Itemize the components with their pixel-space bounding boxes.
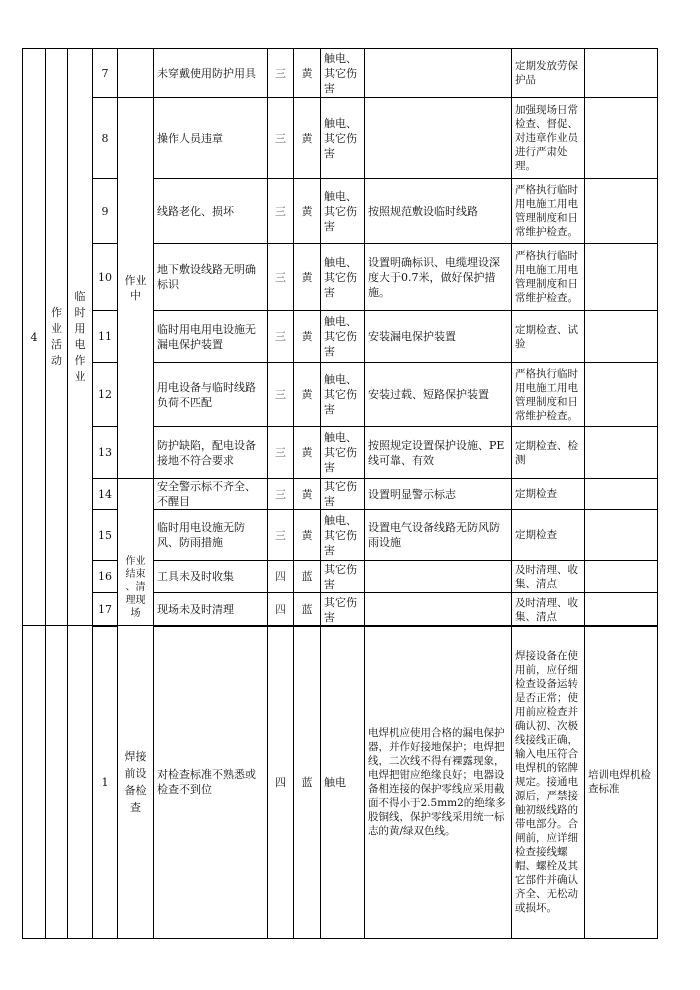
row-7-color: 黄 — [293, 48, 321, 98]
row-17-level: 四 — [267, 592, 294, 627]
row-14-hazard: 安全警示标不齐全、不醒目 — [153, 478, 268, 510]
row-13-hazard: 防护缺陷，配电设备接地不符合要求 — [153, 426, 268, 479]
row-17-measure — [364, 592, 512, 627]
row-10-color: 黄 — [293, 243, 321, 311]
row-15-accident: 触电、其它伤害 — [320, 509, 365, 561]
row-11-measure: 安装漏电保护装置 — [364, 310, 512, 363]
row-14-measure: 设置明显警示标志 — [364, 478, 512, 510]
row-12-accident: 触电、其它伤害 — [320, 362, 365, 427]
row-14-color: 黄 — [293, 478, 321, 510]
row-8-accident: 触电、其它伤害 — [320, 97, 365, 179]
row-12-no: 12 — [92, 362, 118, 427]
bottom-work-type — [67, 625, 93, 939]
row-9-management: 严格执行临时用电施工用电管理制度和日常维护检查。 — [511, 178, 585, 244]
row-7-level: 三 — [267, 48, 294, 98]
row-15-measure: 设置电气设备线路无防风防雨设施 — [364, 509, 512, 561]
row-7-accident: 触电、其它伤害 — [320, 48, 365, 98]
row-15-training — [584, 509, 658, 561]
row-13-level: 三 — [267, 426, 294, 479]
row-7-no: 7 — [92, 48, 118, 98]
row-11-training — [584, 310, 658, 363]
row-11-management: 定期检查、试验 — [511, 310, 585, 363]
row-8-level: 三 — [267, 97, 294, 179]
bottom-hazard: 对检查标准不熟悉或检查不到位 — [153, 625, 268, 939]
row-7-hazard: 未穿戴使用防护用具 — [153, 48, 268, 98]
row-9-measure: 按照规范敷设临时线路 — [364, 178, 512, 244]
row-16-accident: 其它伤害 — [320, 560, 365, 593]
row-13-measure: 按照规定设置保护设施、PE线可靠、有效 — [364, 426, 512, 479]
bottom-level: 四 — [267, 625, 294, 939]
row-17-accident: 其它伤害 — [320, 592, 365, 627]
row-15-no: 15 — [92, 509, 118, 561]
row-14-training — [584, 478, 658, 510]
row-12-measure: 安装过载、短路保护装置 — [364, 362, 512, 427]
row-12-level: 三 — [267, 362, 294, 427]
row-13-training — [584, 426, 658, 479]
row-16-no: 16 — [92, 560, 118, 593]
row-14-no: 14 — [92, 478, 118, 510]
row-8-color: 黄 — [293, 97, 321, 179]
row-15-level: 三 — [267, 509, 294, 561]
row-8-hazard: 操作人员违章 — [153, 97, 268, 179]
row-9-training — [584, 178, 658, 244]
row-14-level: 三 — [267, 478, 294, 510]
bottom-row-number: 1 — [92, 625, 118, 939]
row-17-no: 17 — [92, 592, 118, 627]
phase-blank-top — [117, 48, 154, 98]
bottom-activity — [45, 625, 68, 939]
row-11-level: 三 — [267, 310, 294, 363]
row-15-color: 黄 — [293, 509, 321, 561]
work-type: 临时 用电 作业 — [67, 48, 93, 626]
bottom-phase: 焊接 前设 备检 查 — [117, 625, 154, 939]
bottom-accident: 触电 — [320, 625, 365, 939]
row-14-management: 定期检查 — [511, 478, 585, 510]
row-16-hazard: 工具未及时收集 — [153, 560, 268, 593]
row-10-measure: 设置明确标识、电缆埋设深度大于0.7米，做好保护措施。 — [364, 243, 512, 311]
row-16-measure — [364, 560, 512, 593]
row-11-hazard: 临时用电用电设施无漏电保护装置 — [153, 310, 268, 363]
row-9-color: 黄 — [293, 178, 321, 244]
row-16-management: 及时清理、收集、清点 — [511, 560, 585, 593]
bottom-section-number — [22, 625, 46, 939]
phase-work-end: 作业 结束 、清 理现 场 — [117, 478, 154, 626]
bottom-management: 焊接设备在使用前，应仔细检查设备运转是否正常；使用前应检查并确认初、次极线接线正确，输入电压符合电焊机的铭牌规定。接通电源后，严禁接触初级线路的带电部分。合闸前，应详细检查接线螺帽、螺栓及其它部件并确认齐全、无松动或损坏。 — [511, 625, 585, 939]
bottom-measure: 电焊机应使用合格的漏电保护器，并作好接地保护；电焊把线，二次线不得有裸露现象，电焊把钳应绝缘良好；电器设备相连接的保护零线应采用截面不得小于2.5mm2的绝缘多股铜线，保护零线采用统一标志的黄/绿双色线。 — [364, 625, 512, 939]
row-10-hazard: 地下敷设线路无明确标识 — [153, 243, 268, 311]
row-15-hazard: 临时用电设施无防风、防雨措施 — [153, 509, 268, 561]
row-17-hazard: 现场未及时清理 — [153, 592, 268, 627]
row-12-training — [584, 362, 658, 427]
row-13-color: 黄 — [293, 426, 321, 479]
row-12-hazard: 用电设备与临时线路负荷不匹配 — [153, 362, 268, 427]
row-7-measure — [364, 48, 512, 98]
row-9-accident: 触电、其它伤害 — [320, 178, 365, 244]
row-16-color: 蓝 — [293, 560, 321, 593]
row-9-hazard: 线路老化、损坏 — [153, 178, 268, 244]
row-13-management: 定期检查、检测 — [511, 426, 585, 479]
row-12-color: 黄 — [293, 362, 321, 427]
row-10-management: 严格执行临时用电施工用电管理制度和日常维护检查。 — [511, 243, 585, 311]
row-11-color: 黄 — [293, 310, 321, 363]
row-13-no: 13 — [92, 426, 118, 479]
bottom-training: 培训电焊机检查标准 — [584, 625, 658, 939]
row-14-accident: 其它伤害 — [320, 478, 365, 510]
row-10-training — [584, 243, 658, 311]
activity-category: 作 业 活 动 — [45, 48, 68, 626]
row-10-accident: 触电、其它伤害 — [320, 243, 365, 311]
row-16-level: 四 — [267, 560, 294, 593]
row-10-no: 10 — [92, 243, 118, 311]
row-9-no: 9 — [92, 178, 118, 244]
row-11-no: 11 — [92, 310, 118, 363]
row-8-training — [584, 97, 658, 179]
row-7-training — [584, 48, 658, 98]
phase-during-work: 作业中 — [117, 97, 154, 479]
row-17-training — [584, 592, 658, 627]
row-17-management: 及时清理、收集、清点 — [511, 592, 585, 627]
section-number: 4 — [22, 48, 46, 626]
row-10-level: 三 — [267, 243, 294, 311]
row-7-management: 定期发放劳保护品 — [511, 48, 585, 98]
row-8-measure — [364, 97, 512, 179]
row-8-no: 8 — [92, 97, 118, 179]
row-11-accident: 触电、其它伤害 — [320, 310, 365, 363]
row-9-level: 三 — [267, 178, 294, 244]
row-15-management: 定期检查 — [511, 509, 585, 561]
row-8-management: 加强现场日常检查、督促、对违章作业员进行严肃处理。 — [511, 97, 585, 179]
row-12-management: 严格执行临时用电施工用电管理制度和日常维护检查。 — [511, 362, 585, 427]
row-16-training — [584, 560, 658, 593]
row-17-color: 蓝 — [293, 592, 321, 627]
row-13-accident: 触电、其它伤害 — [320, 426, 365, 479]
bottom-color: 蓝 — [293, 625, 321, 939]
